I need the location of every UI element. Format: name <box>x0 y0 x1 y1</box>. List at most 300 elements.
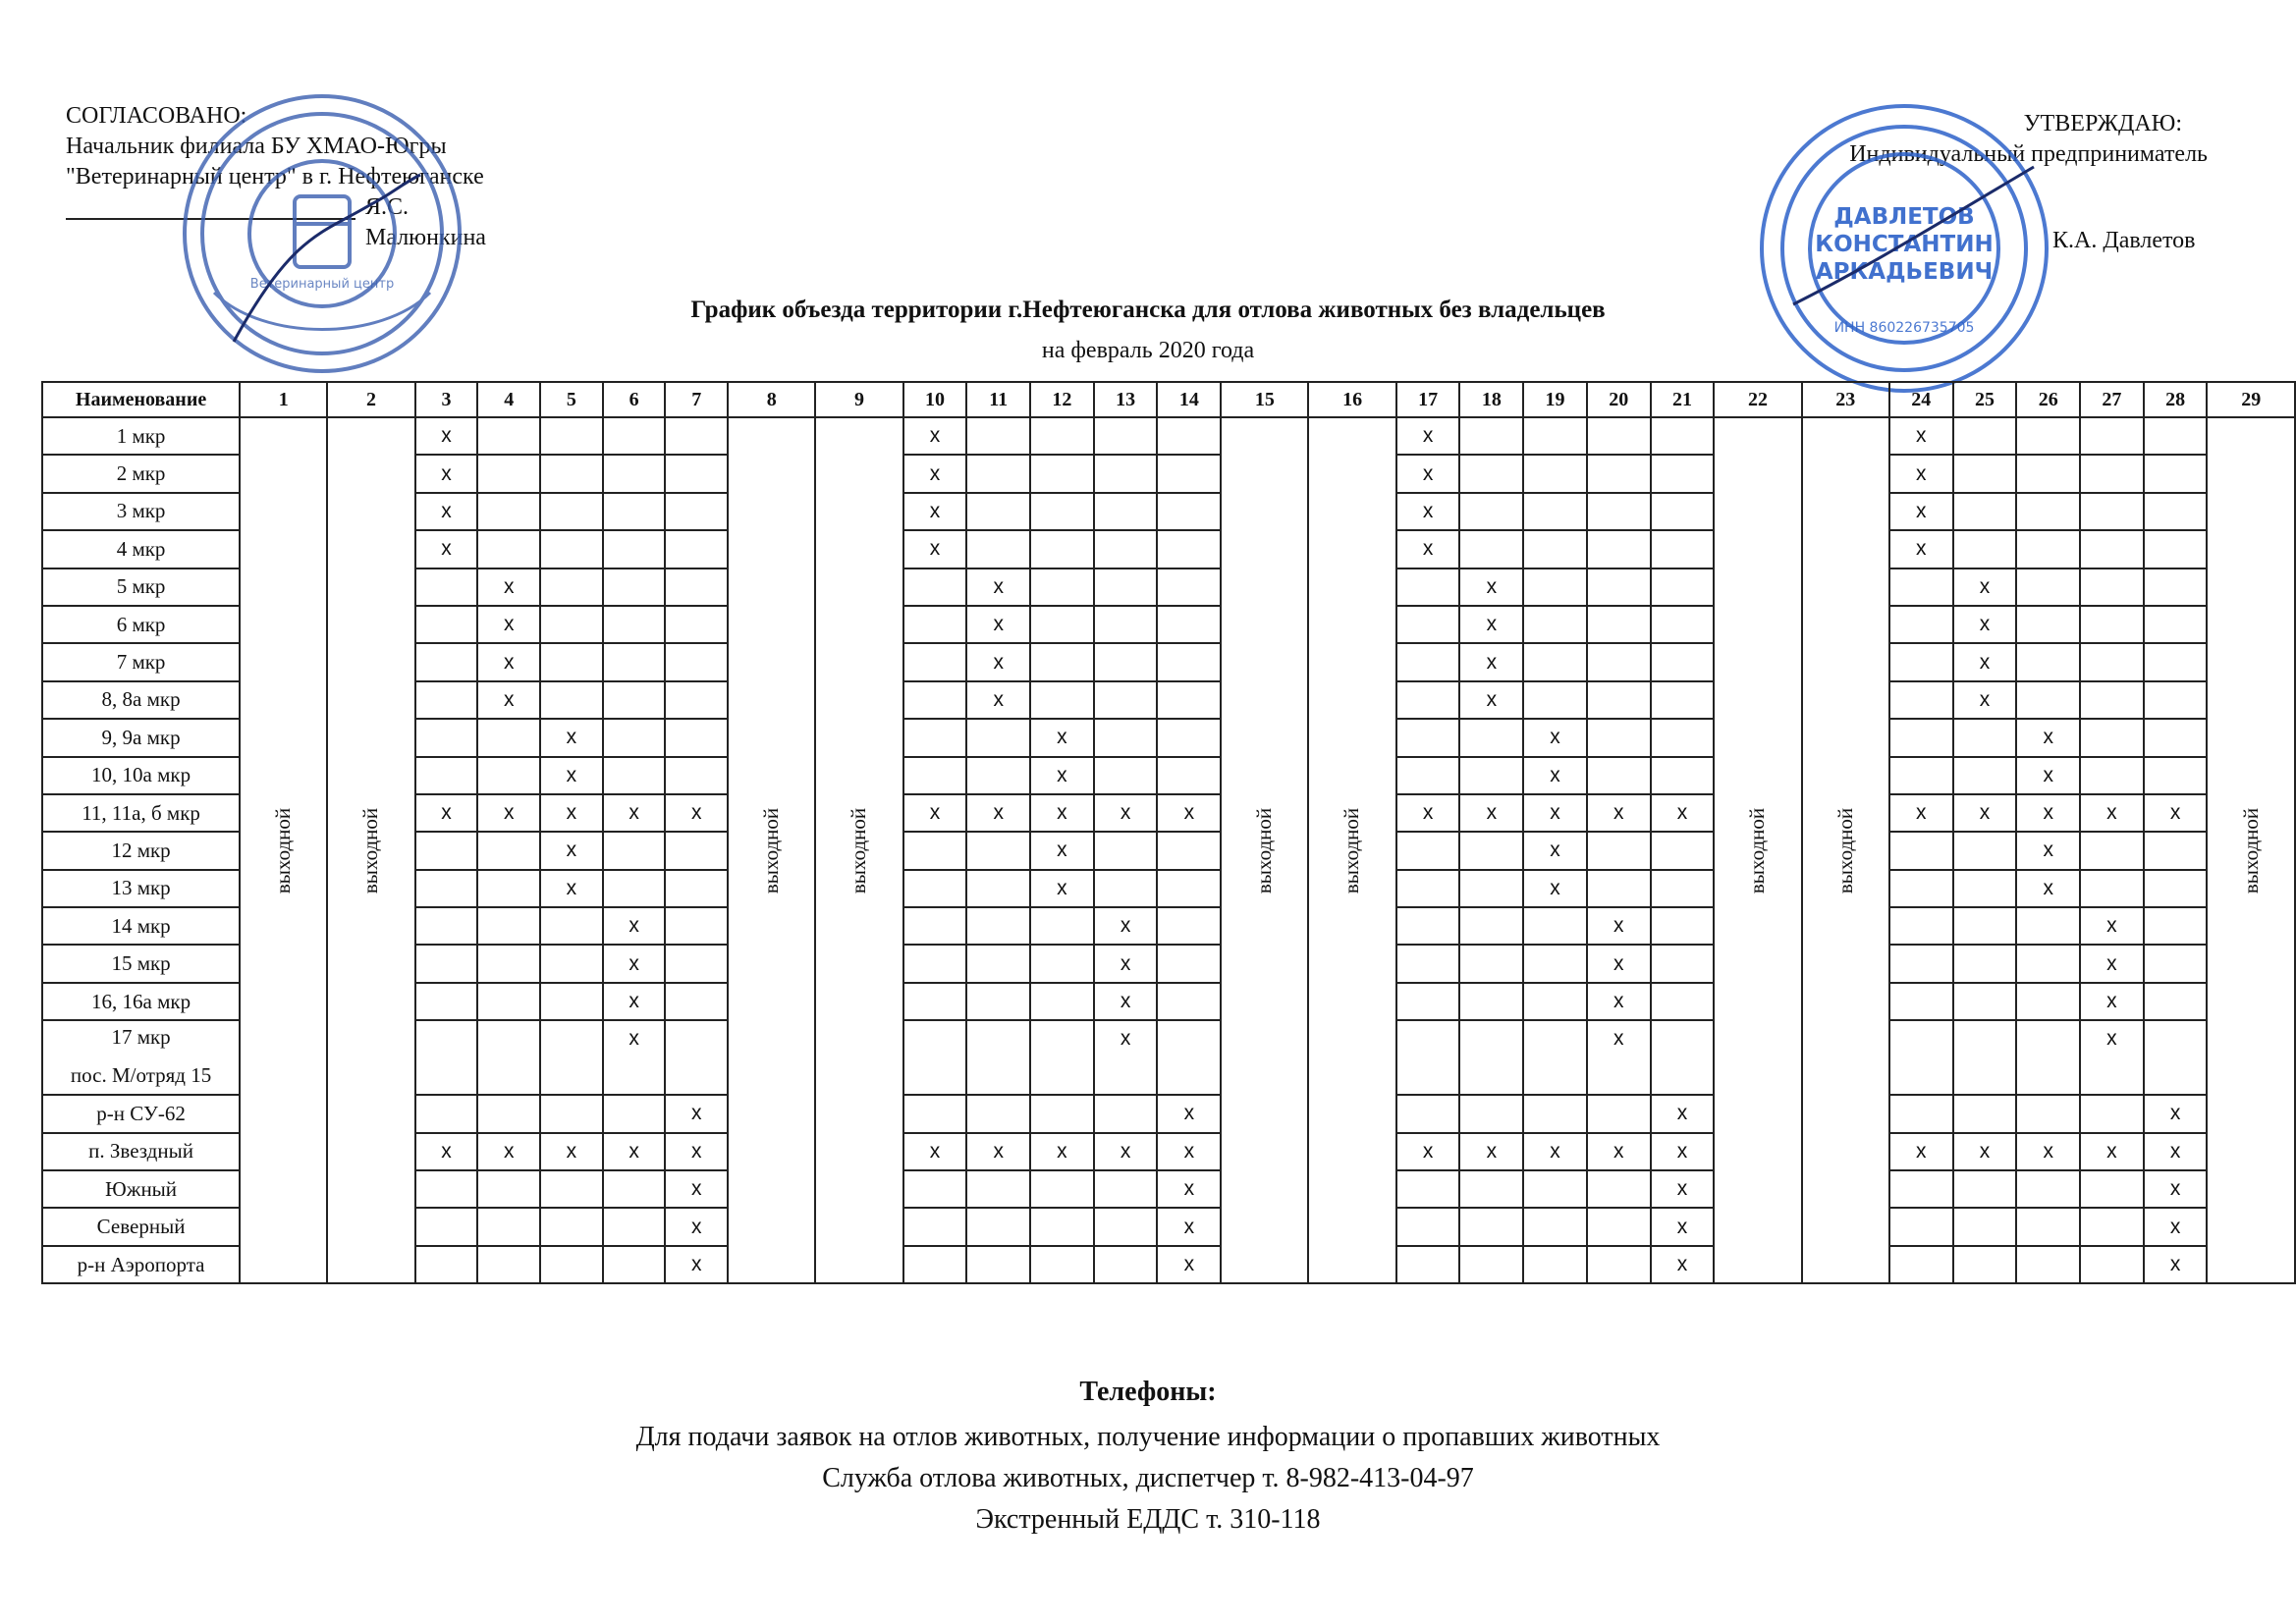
schedule-cell <box>415 1246 478 1283</box>
schedule-cell <box>966 832 1030 869</box>
schedule-cell <box>1094 530 1158 568</box>
row-name: р-н Аэропорта <box>42 1246 240 1283</box>
visit-mark: х <box>2016 1133 2080 1170</box>
schedule-cell <box>1889 983 1953 1020</box>
schedule-cell <box>1523 945 1587 982</box>
visit-mark: х <box>1157 1208 1221 1245</box>
schedule-cell <box>903 870 967 907</box>
visit-mark: х <box>903 455 967 492</box>
schedule-cell <box>1459 870 1523 907</box>
schedule-cell <box>1523 455 1587 492</box>
schedule-cell <box>665 455 728 492</box>
schedule-cell <box>1587 417 1651 455</box>
schedule-cell <box>665 719 728 756</box>
visit-mark: х <box>1523 1133 1587 1170</box>
schedule-cell <box>1459 719 1523 756</box>
schedule-cell <box>1953 1208 2017 1245</box>
schedule-cell <box>2080 1246 2144 1283</box>
visit-mark: х <box>2080 945 2144 982</box>
schedule-cell <box>665 757 728 794</box>
left-stamp-text: Ветеринарный центр <box>249 277 395 292</box>
visit-mark: х <box>477 1133 540 1170</box>
day-header: 27 <box>2080 382 2144 417</box>
schedule-cell <box>1157 568 1221 606</box>
schedule-cell <box>1396 757 1460 794</box>
schedule-cell <box>1889 643 1953 680</box>
visit-mark: х <box>665 794 728 832</box>
visit-mark: х <box>966 606 1030 643</box>
visit-mark: х <box>1157 794 1221 832</box>
visit-mark: х <box>1953 606 2017 643</box>
schedule-cell <box>2080 643 2144 680</box>
schedule-cell <box>1523 681 1587 719</box>
schedule-cell <box>1953 530 2017 568</box>
visit-mark: х <box>1030 719 1094 756</box>
visit-mark: х <box>665 1133 728 1170</box>
schedule-cell <box>1157 643 1221 680</box>
visit-mark: х <box>1523 794 1587 832</box>
visit-mark: х <box>1396 493 1460 530</box>
schedule-cell <box>2144 568 2208 606</box>
schedule-cell <box>1651 757 1715 794</box>
schedule-cell <box>1523 907 1587 945</box>
schedule-cell <box>1030 643 1094 680</box>
row-name: 1 мкр <box>42 417 240 455</box>
visit-mark: х <box>665 1170 728 1208</box>
visit-mark: х <box>1030 757 1094 794</box>
visit-mark: х <box>1459 606 1523 643</box>
schedule-cell <box>1953 455 2017 492</box>
visit-mark: х <box>1651 1246 1715 1283</box>
row-name: Северный <box>42 1208 240 1245</box>
schedule-cell <box>1587 455 1651 492</box>
schedule-cell <box>1651 455 1715 492</box>
schedule-cell <box>477 870 540 907</box>
schedule-cell <box>1157 757 1221 794</box>
schedule-cell <box>903 1170 967 1208</box>
day-header: 6 <box>603 382 666 417</box>
schedule-cell <box>665 417 728 455</box>
visit-mark: х <box>540 757 603 794</box>
schedule-cell <box>966 907 1030 945</box>
schedule-cell <box>1459 757 1523 794</box>
row-name: 10, 10а мкр <box>42 757 240 794</box>
schedule-cell <box>2016 907 2080 945</box>
visit-mark: х <box>1889 1133 1953 1170</box>
schedule-cell <box>903 643 967 680</box>
visit-mark: х <box>2080 794 2144 832</box>
visit-mark: х <box>603 945 666 982</box>
day-off-cell <box>1802 417 1889 1283</box>
day-header: 10 <box>903 382 967 417</box>
schedule-cell <box>2080 417 2144 455</box>
visit-mark: х <box>603 794 666 832</box>
schedule-cell <box>1523 606 1587 643</box>
schedule-cell <box>1953 832 2017 869</box>
schedule-cell <box>603 455 666 492</box>
visit-mark: х <box>2144 1246 2208 1283</box>
schedule-cell <box>966 870 1030 907</box>
visit-mark: х <box>415 493 478 530</box>
schedule-cell <box>1094 643 1158 680</box>
visit-mark: х <box>1587 983 1651 1020</box>
visit-mark: х <box>1651 1208 1715 1245</box>
approval-right-signer: К.А. Давлетов <box>2052 228 2196 253</box>
schedule-cell <box>415 1208 478 1245</box>
schedule-cell <box>2016 1246 2080 1283</box>
schedule-cell <box>1523 1208 1587 1245</box>
schedule-cell <box>2016 945 2080 982</box>
day-header: 3 <box>415 382 478 417</box>
visit-mark: х <box>1459 643 1523 680</box>
schedule-cell <box>2016 493 2080 530</box>
schedule-cell <box>1030 1208 1094 1245</box>
schedule-cell <box>2080 870 2144 907</box>
schedule-cell <box>665 907 728 945</box>
schedule-cell <box>1651 493 1715 530</box>
schedule-cell <box>1094 757 1158 794</box>
visit-mark: х <box>1889 530 1953 568</box>
schedule-cell <box>540 1246 603 1283</box>
schedule-cell <box>1157 719 1221 756</box>
schedule-cell <box>1396 719 1460 756</box>
row-name: 9, 9а мкр <box>42 719 240 756</box>
schedule-cell <box>2016 455 2080 492</box>
schedule-cell <box>415 1095 478 1132</box>
row-name-line1: 17 мкр <box>111 1025 171 1050</box>
schedule-cell <box>477 757 540 794</box>
schedule-cell <box>1889 568 1953 606</box>
schedule-cell <box>1459 530 1523 568</box>
schedule-cell <box>1651 643 1715 680</box>
visit-mark: х <box>1396 455 1460 492</box>
schedule-cell <box>415 643 478 680</box>
visit-mark: х <box>477 681 540 719</box>
schedule-cell <box>665 493 728 530</box>
day-header: 26 <box>2016 382 2080 417</box>
schedule-cell <box>1396 1170 1460 1208</box>
schedule-cell <box>540 1170 603 1208</box>
schedule-cell <box>415 681 478 719</box>
schedule-cell <box>1889 1246 1953 1283</box>
day-header: 7 <box>665 382 728 417</box>
schedule-cell <box>1523 1170 1587 1208</box>
schedule-cell <box>2144 907 2208 945</box>
visit-mark: х <box>1889 493 1953 530</box>
visit-mark: х <box>903 794 967 832</box>
schedule-cell <box>1523 568 1587 606</box>
visit-mark: х <box>1030 1133 1094 1170</box>
schedule-cell <box>1030 983 1094 1020</box>
visit-mark: х <box>1094 1133 1158 1170</box>
row-name <box>42 1020 240 1095</box>
schedule-cell <box>1953 1170 2017 1208</box>
schedule-cell <box>540 417 603 455</box>
schedule-cell <box>1094 832 1158 869</box>
day-header: 21 <box>1651 382 1715 417</box>
schedule-cell <box>665 945 728 982</box>
schedule-cell <box>1523 417 1587 455</box>
visit-mark: х <box>966 794 1030 832</box>
day-off-cell <box>327 417 414 1283</box>
schedule-cell <box>1953 719 2017 756</box>
schedule-cell <box>1889 945 1953 982</box>
schedule-cell <box>1523 983 1587 1020</box>
visit-mark: х <box>1157 1133 1221 1170</box>
visit-mark: х <box>966 681 1030 719</box>
schedule-cell <box>1651 530 1715 568</box>
schedule-cell <box>540 681 603 719</box>
visit-mark: х <box>415 417 478 455</box>
schedule-cell <box>966 1020 1030 1095</box>
schedule-cell <box>2144 493 2208 530</box>
row-name: 2 мкр <box>42 455 240 492</box>
schedule-cell <box>2080 606 2144 643</box>
schedule-cell <box>2144 983 2208 1020</box>
schedule-cell <box>1651 1020 1715 1095</box>
schedule-cell <box>1651 832 1715 869</box>
schedule-cell <box>1396 681 1460 719</box>
visit-mark: х <box>603 983 666 1020</box>
visit-mark: х <box>2144 1133 2208 1170</box>
schedule-cell <box>903 1246 967 1283</box>
visit-mark: х <box>1396 794 1460 832</box>
schedule-cell <box>1459 1246 1523 1283</box>
row-name: 6 мкр <box>42 606 240 643</box>
visit-mark: х <box>540 870 603 907</box>
schedule-cell <box>1030 907 1094 945</box>
visit-mark: х <box>966 1133 1030 1170</box>
visit-mark: х <box>415 530 478 568</box>
schedule-cell <box>665 606 728 643</box>
schedule-cell <box>665 681 728 719</box>
schedule-cell <box>1030 1020 1094 1095</box>
schedule-cell <box>1459 417 1523 455</box>
schedule-cell <box>2144 455 2208 492</box>
schedule-cell <box>415 832 478 869</box>
schedule-cell <box>1523 1246 1587 1283</box>
visit-mark: х <box>903 493 967 530</box>
day-header: 23 <box>1802 382 1889 417</box>
schedule-cell <box>603 417 666 455</box>
schedule-cell <box>1889 907 1953 945</box>
schedule-cell <box>1094 870 1158 907</box>
schedule-cell <box>1094 1208 1158 1245</box>
visit-mark: х <box>603 907 666 945</box>
schedule-cell <box>1651 719 1715 756</box>
schedule-cell <box>903 1020 967 1095</box>
right-stamp-inn: ИНН 860226735705 <box>1833 320 1975 336</box>
schedule-cell <box>1396 568 1460 606</box>
schedule-cell <box>1587 1170 1651 1208</box>
schedule-cell <box>2016 1208 2080 1245</box>
schedule-cell <box>1030 606 1094 643</box>
approval-left-signer: Я.С. Малюнкина <box>365 194 486 250</box>
row-name: 12 мкр <box>42 832 240 869</box>
day-off-label: выходной <box>1745 807 1770 893</box>
schedule-cell <box>2016 643 2080 680</box>
page-subtitle: на февраль 2020 года <box>1041 338 1255 363</box>
schedule-cell <box>966 455 1030 492</box>
schedule-cell <box>1953 417 2017 455</box>
day-header: 17 <box>1396 382 1460 417</box>
schedule-cell <box>2016 530 2080 568</box>
schedule-cell <box>603 1208 666 1245</box>
day-off-cell <box>815 417 902 1283</box>
schedule-cell <box>1157 493 1221 530</box>
schedule-cell <box>540 568 603 606</box>
schedule-cell <box>966 945 1030 982</box>
visit-mark: х <box>966 643 1030 680</box>
schedule-cell <box>1030 1170 1094 1208</box>
approval-right-line1: Индивидуальный предприниматель <box>1849 141 2208 167</box>
visit-mark: х <box>1030 870 1094 907</box>
visit-mark: х <box>2080 1020 2144 1095</box>
day-off-label: выходной <box>1339 807 1364 893</box>
schedule-cell <box>1523 1020 1587 1095</box>
schedule-table <box>41 381 2296 1284</box>
schedule-cell <box>1523 1095 1587 1132</box>
schedule-cell <box>1094 719 1158 756</box>
schedule-cell <box>903 945 967 982</box>
schedule-cell <box>415 719 478 756</box>
schedule-cell <box>603 832 666 869</box>
visit-mark: х <box>2144 1095 2208 1132</box>
schedule-cell <box>477 832 540 869</box>
day-header: 14 <box>1157 382 1221 417</box>
day-header: 22 <box>1714 382 1801 417</box>
visit-mark: х <box>903 1133 967 1170</box>
schedule-cell <box>1396 1208 1460 1245</box>
schedule-cell <box>603 643 666 680</box>
left-seal-stamp-icon <box>175 86 469 381</box>
visit-mark: х <box>1396 1133 1460 1170</box>
schedule-cell <box>1459 455 1523 492</box>
schedule-cell <box>603 1170 666 1208</box>
schedule-cell <box>1651 606 1715 643</box>
schedule-cell <box>665 832 728 869</box>
schedule-cell <box>1459 945 1523 982</box>
schedule-cell <box>603 493 666 530</box>
schedule-cell <box>1587 1208 1651 1245</box>
schedule-cell <box>1889 1095 1953 1132</box>
schedule-cell <box>2080 1170 2144 1208</box>
schedule-cell <box>665 1020 728 1095</box>
schedule-cell <box>1396 643 1460 680</box>
visit-mark: х <box>1953 643 2017 680</box>
schedule-cell <box>1523 493 1587 530</box>
schedule-cell <box>1587 530 1651 568</box>
row-name: 8, 8а мкр <box>42 681 240 719</box>
schedule-cell <box>477 907 540 945</box>
schedule-cell <box>1396 606 1460 643</box>
schedule-cell <box>540 1020 603 1095</box>
schedule-cell <box>2080 1208 2144 1245</box>
approval-left-line1: Начальник филиала БУ ХМАО-Югры <box>66 134 447 159</box>
day-off-label: выходной <box>2238 807 2263 893</box>
schedule-cell <box>1030 417 1094 455</box>
schedule-cell <box>2016 606 2080 643</box>
schedule-cell <box>1459 1208 1523 1245</box>
schedule-cell <box>1396 945 1460 982</box>
schedule-cell <box>1889 1170 1953 1208</box>
visit-mark: х <box>1587 794 1651 832</box>
schedule-cell <box>1587 643 1651 680</box>
footer-line2: Служба отлова животных, диспетчер т. 8-982-413-04-97 <box>822 1463 1474 1493</box>
visit-mark: х <box>1523 719 1587 756</box>
schedule-cell <box>1651 681 1715 719</box>
schedule-cell <box>903 681 967 719</box>
schedule-cell <box>1889 1020 1953 1095</box>
visit-mark: х <box>1030 832 1094 869</box>
approval-left-line2: "Ветеринарный центр" в г. Нефтеюганске <box>66 164 484 189</box>
visit-mark: х <box>415 1133 478 1170</box>
schedule-cell <box>1157 417 1221 455</box>
visit-mark: х <box>1396 417 1460 455</box>
footer-line1: Для подачи заявок на отлов животных, получение информации о пропавших животных <box>635 1422 1661 1452</box>
visit-mark: х <box>603 1020 666 1095</box>
schedule-cell <box>1094 568 1158 606</box>
schedule-cell <box>966 983 1030 1020</box>
schedule-cell <box>415 568 478 606</box>
schedule-cell <box>1953 757 2017 794</box>
schedule-cell <box>1651 417 1715 455</box>
schedule-cell <box>1889 832 1953 869</box>
schedule-cell <box>1889 757 1953 794</box>
day-header: 16 <box>1308 382 1395 417</box>
schedule-cell <box>665 983 728 1020</box>
day-header: 15 <box>1221 382 1308 417</box>
visit-mark: х <box>1094 983 1158 1020</box>
schedule-cell <box>540 643 603 680</box>
day-off-cell <box>1714 417 1801 1283</box>
schedule-cell <box>1587 568 1651 606</box>
visit-mark: х <box>1396 530 1460 568</box>
visit-mark: х <box>603 1133 666 1170</box>
schedule-cell <box>1157 870 1221 907</box>
schedule-cell <box>1396 907 1460 945</box>
schedule-cell <box>477 455 540 492</box>
schedule-cell <box>1651 983 1715 1020</box>
schedule-cell <box>2080 568 2144 606</box>
visit-mark: х <box>477 606 540 643</box>
day-off-label: выходной <box>759 807 784 893</box>
schedule-cell <box>1030 1246 1094 1283</box>
page-title: График объезда территории г.Нефтеюганска для отлова животных без владельцев <box>690 297 1606 323</box>
schedule-cell <box>415 1170 478 1208</box>
visit-mark: х <box>966 568 1030 606</box>
schedule-cell <box>2144 719 2208 756</box>
schedule-cell <box>1459 832 1523 869</box>
schedule-cell <box>1094 493 1158 530</box>
row-name: 5 мкр <box>42 568 240 606</box>
schedule-cell <box>1030 1095 1094 1132</box>
visit-mark: х <box>540 794 603 832</box>
schedule-cell <box>1030 530 1094 568</box>
schedule-cell <box>1030 568 1094 606</box>
schedule-cell <box>1459 1095 1523 1132</box>
schedule-cell <box>966 1208 1030 1245</box>
schedule-cell <box>2144 643 2208 680</box>
day-off-cell <box>2207 417 2295 1283</box>
day-off-cell <box>240 417 327 1283</box>
schedule-cell <box>966 493 1030 530</box>
schedule-cell <box>477 945 540 982</box>
schedule-cell <box>540 983 603 1020</box>
schedule-cell <box>966 1246 1030 1283</box>
schedule-cell <box>1587 757 1651 794</box>
visit-mark: х <box>415 794 478 832</box>
